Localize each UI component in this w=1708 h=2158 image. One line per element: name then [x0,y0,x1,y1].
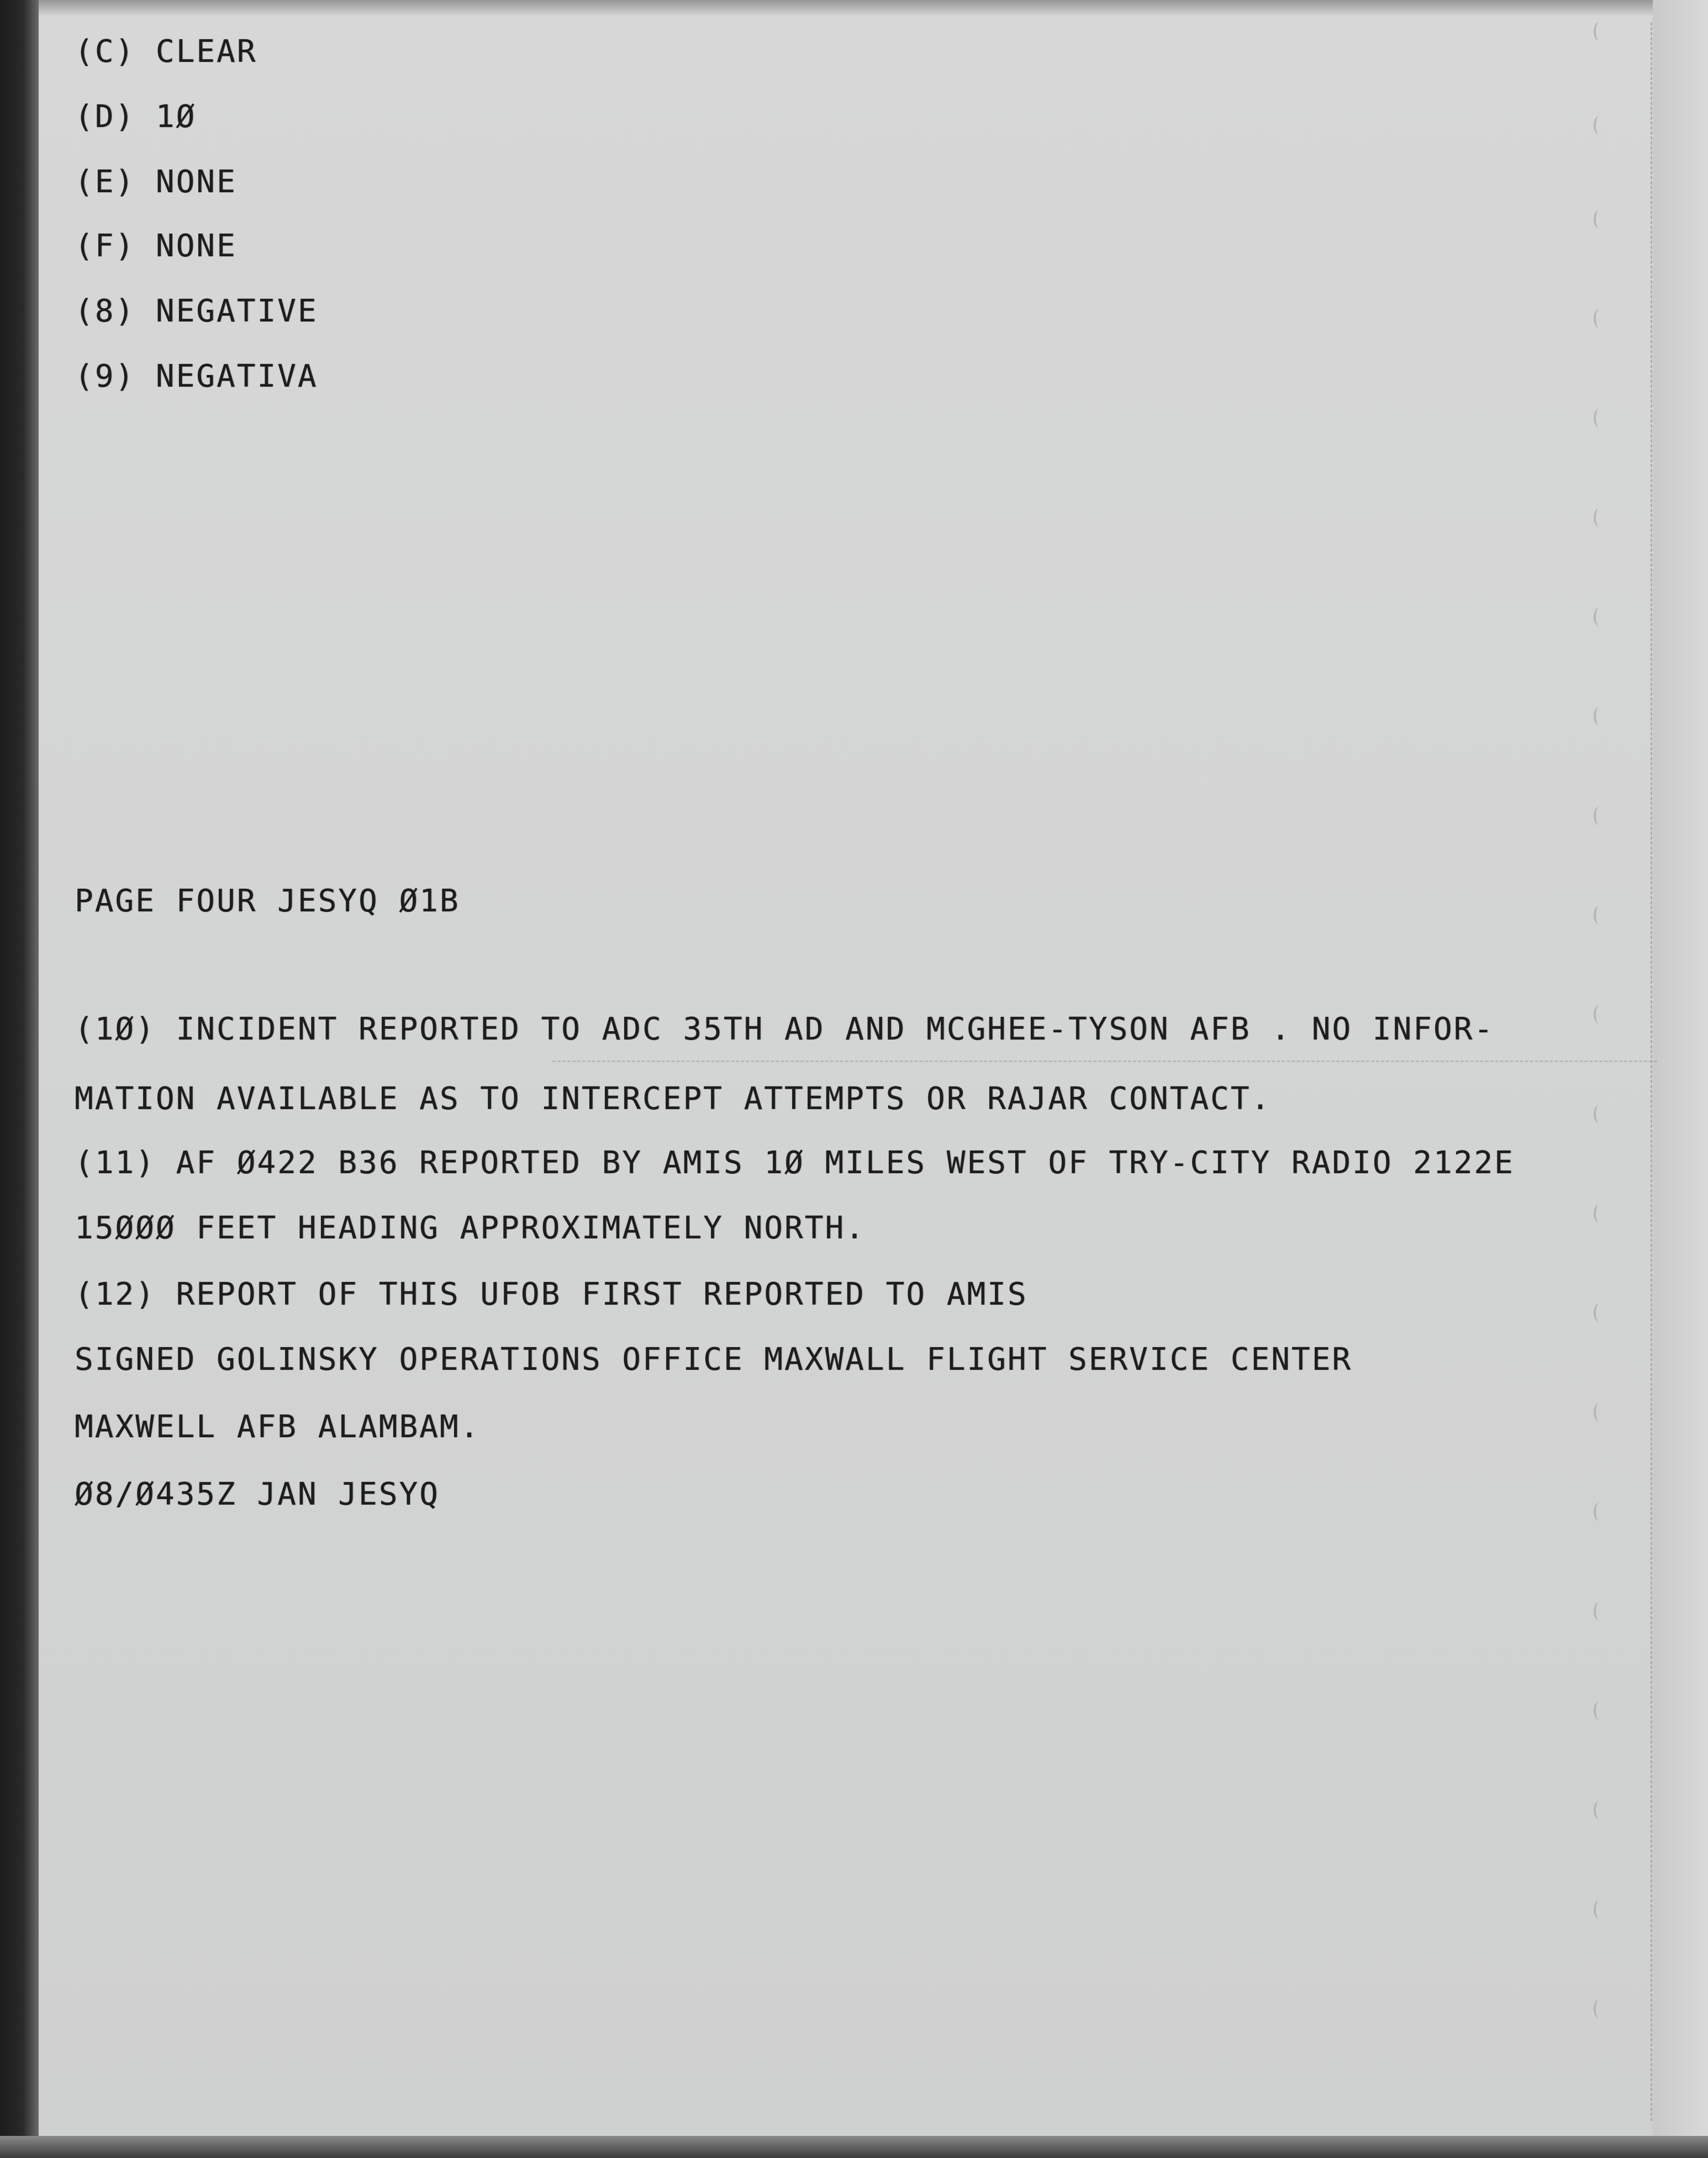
item-value: CLEAR [155,34,257,70]
body-line: MATION AVAILABLE AS TO INTERCEPT ATTEMPTS OR RAJAR CONTACT. [75,1081,1272,1117]
item-value: NEGATIVE [155,293,318,329]
pin-hole-mark [1594,210,1605,229]
item-value: 1Ø [155,99,197,135]
item-label: (8) [75,293,136,329]
pin-hole-mark [1594,1304,1605,1322]
pin-hole-mark [1594,1701,1605,1720]
item-line [75,165,237,200]
item-value: NONE [155,228,237,264]
pin-hole-mark [1594,1005,1605,1024]
pin-hole-mark [1594,1801,1605,1819]
item-label: (C) [75,34,136,70]
teletype-right-margin [1653,0,1708,2158]
item-label: (E) [75,164,136,200]
body-line: SIGNED GOLINSKY OPERATIONS OFFICE MAXWALL FLIGHT SERVICE CENTER [75,1342,1353,1378]
pin-hole-mark [1594,608,1605,626]
body-line: (12) REPORT OF THIS UFOB FIRST REPORTED TO AMIS [75,1276,1028,1312]
pin-hole-mark [1594,309,1605,328]
scan-bottom-edge [0,2136,1708,2158]
body-line: (11) AF Ø422 B36 REPORTED BY AMIS 1Ø MILES WEST OF TRY-CITY RADIO 2122E [75,1145,1515,1181]
item-line [75,99,196,135]
perforation-line [1651,22,1652,2121]
body-line: Ø8/Ø435Z JAN JESYQ [75,1476,440,1512]
item-label: (F) [75,228,136,264]
body-line: (1Ø) INCIDENT REPORTED TO ADC 35TH AD AND MCGHEE-TYSON AFB . NO INFOR- [75,1011,1495,1047]
pin-hole-mark [1594,707,1605,726]
page-header: PAGE FOUR JESYQ Ø1B [75,883,460,919]
pin-hole-mark [1594,1403,1605,1422]
pin-hole-mark [1594,1204,1605,1223]
item-line [75,34,257,70]
scan-left-edge [0,0,39,2158]
item-value: NEGATIVA [155,358,318,394]
pin-hole-mark [1594,508,1605,527]
item-label: (D) [75,99,136,135]
pin-hole-mark [1594,1602,1605,1621]
item-label: (9) [75,358,136,394]
body-line: MAXWELL AFB ALAMBAM. [75,1409,481,1445]
pin-hole-mark [1594,22,1605,41]
pin-hole-mark [1594,1502,1605,1521]
pin-hole-mark [1594,1999,1605,2018]
pin-hole-mark [1594,116,1605,135]
pin-hole-mark [1594,409,1605,428]
tear-line [552,1060,1657,1062]
item-line [75,229,237,264]
scan-top-edge [0,0,1708,15]
item-line [75,359,318,394]
pin-hole-mark [1594,906,1605,925]
body-line: 15ØØØ FEET HEADING APPROXIMATELY NORTH. [75,1210,866,1246]
pin-hole-mark [1594,1900,1605,1919]
item-line [75,294,318,329]
pin-hole-mark [1594,1105,1605,1123]
pin-hole-mark [1594,806,1605,825]
item-value: NONE [155,164,237,200]
